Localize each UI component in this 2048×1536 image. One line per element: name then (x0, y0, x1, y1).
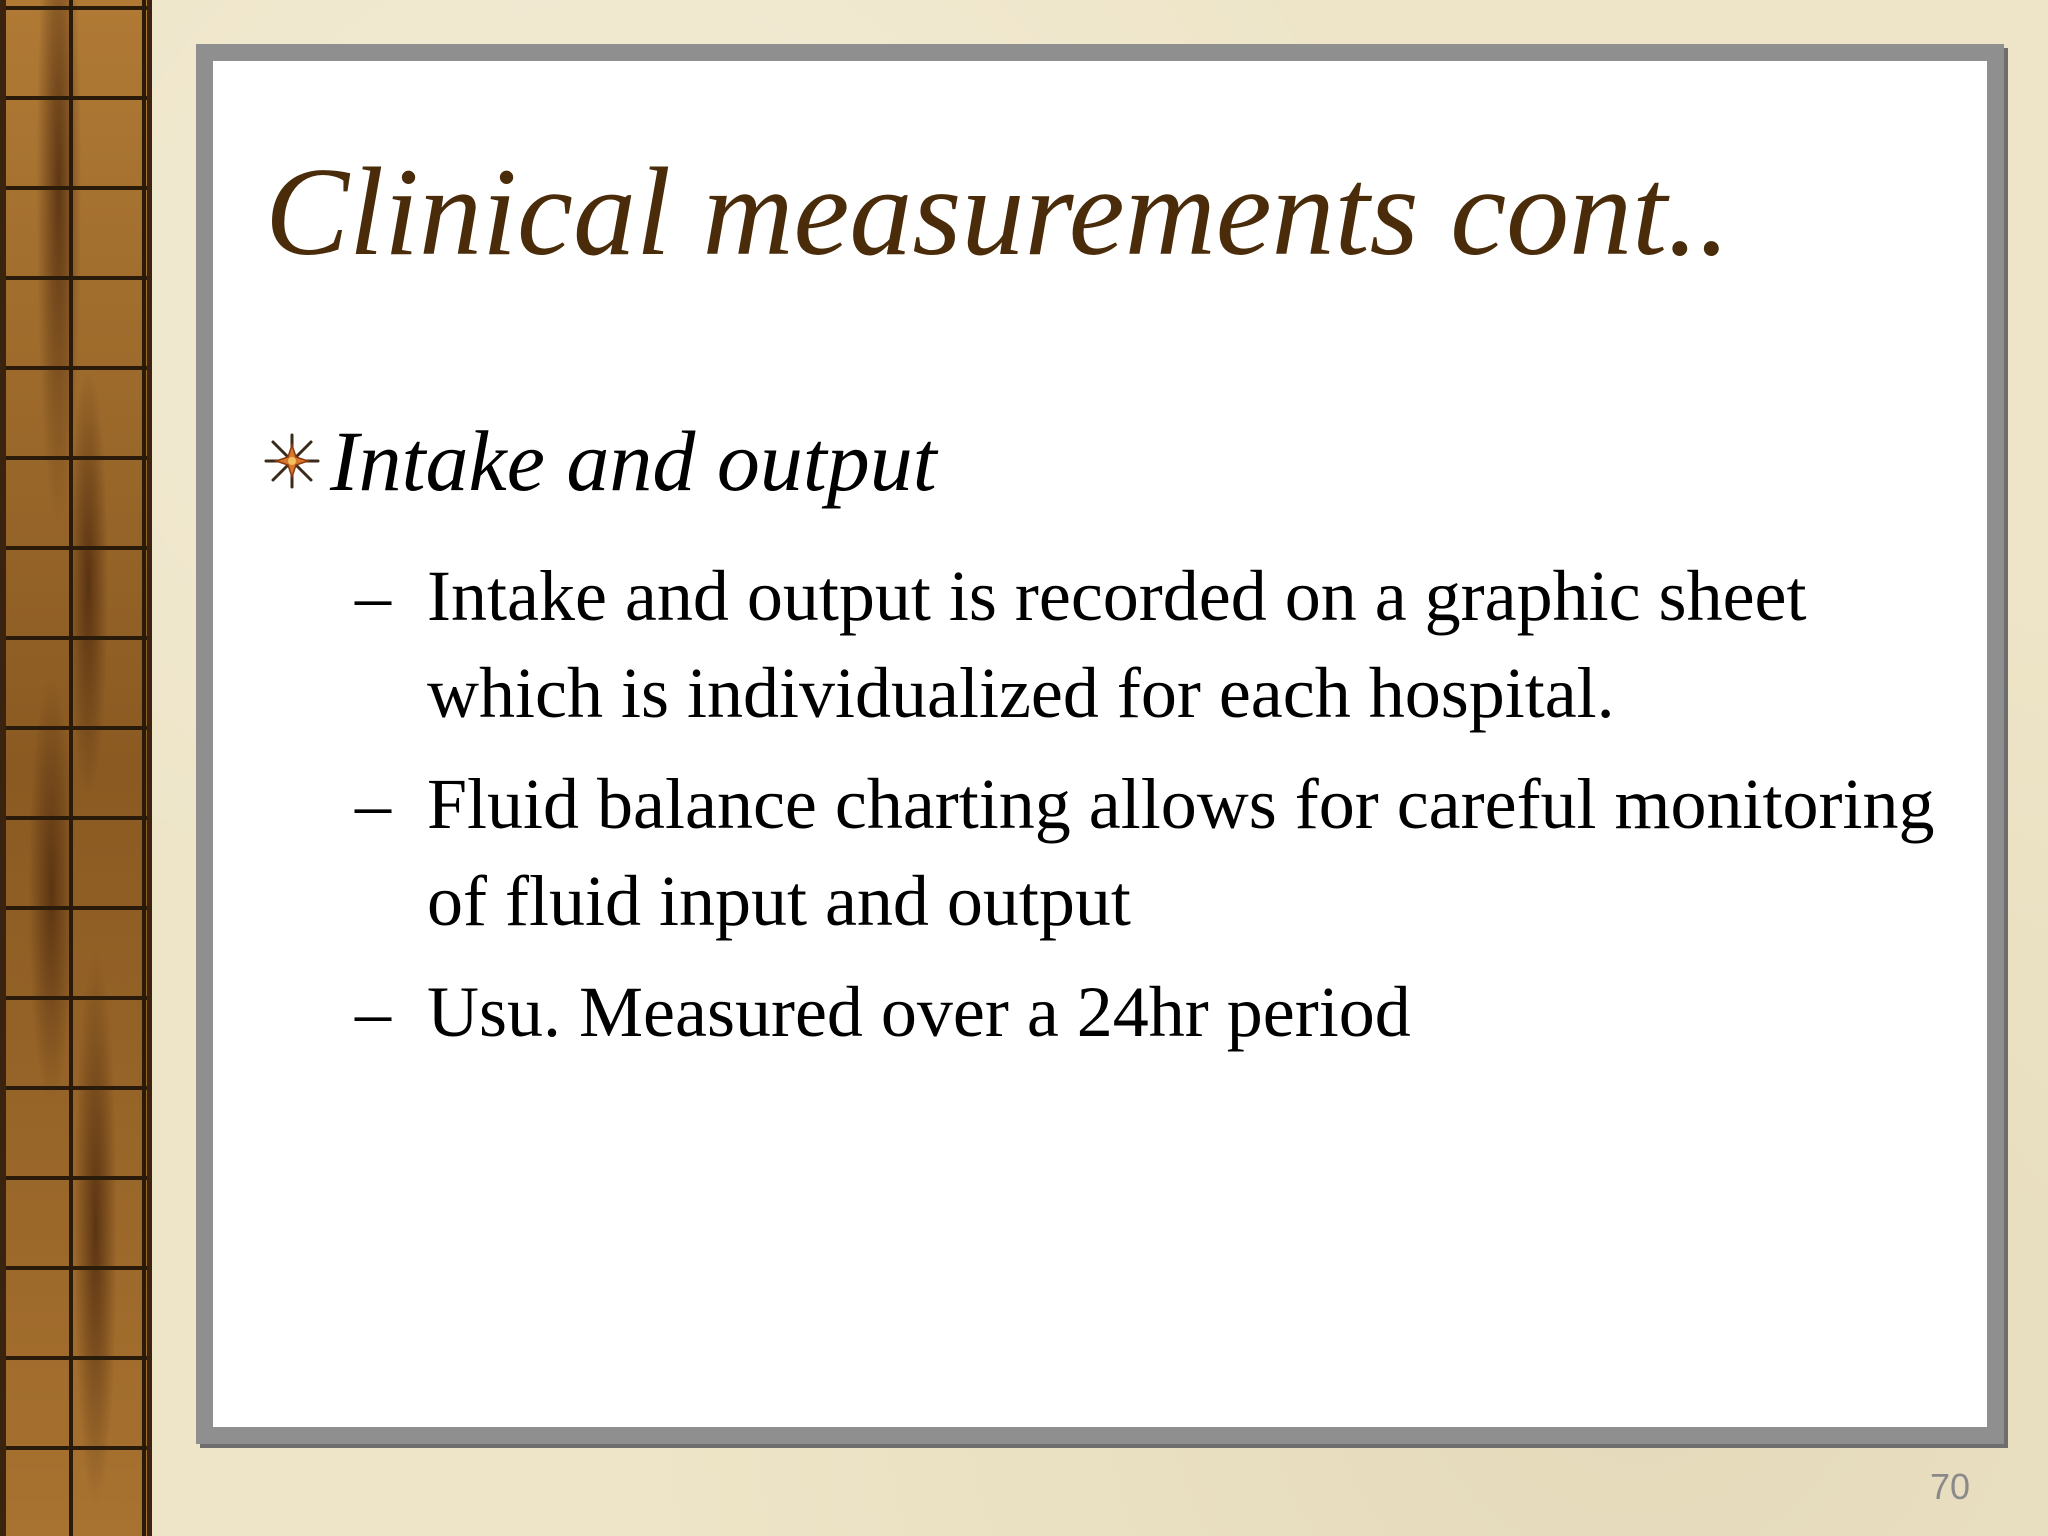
main-bullet-text: Intake and output (330, 413, 937, 509)
sub-bullet-list (355, 548, 1955, 1075)
decorative-side-strip (0, 0, 152, 1536)
slide-title: Clinical measurements cont.. (265, 143, 1731, 282)
sub-bullet-item (355, 756, 1955, 950)
dash-glyph: – (355, 972, 391, 1052)
dash-glyph: – (355, 764, 391, 844)
sub-bullet-text: Intake and output is recorded on a graphic sheet which is individualized for each hospital. (427, 556, 1807, 733)
sub-bullet-item (355, 964, 1955, 1061)
sub-bullet-text: Usu. Measured over a 24hr period (427, 972, 1411, 1052)
page-number: 70 (1930, 1466, 1971, 1507)
sub-bullet-item (355, 548, 1955, 742)
dash-glyph: – (355, 556, 391, 636)
sub-bullet-text: Fluid balance charting allows for careful monitoring of fluid input and output (427, 764, 1935, 941)
star-bullet-icon (262, 431, 322, 491)
main-bullet (262, 413, 937, 509)
